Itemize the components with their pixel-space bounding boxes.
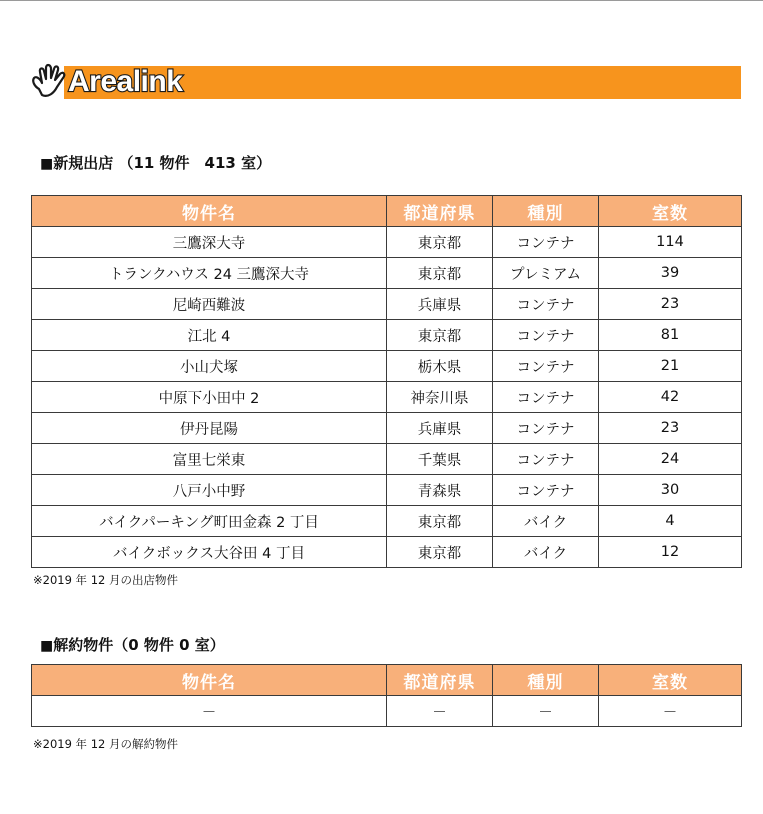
header-property-name: 物件名 bbox=[32, 665, 387, 696]
table-row bbox=[32, 320, 742, 351]
cell-type: コンテナ bbox=[493, 320, 599, 351]
cell-rooms: 114 bbox=[599, 227, 742, 258]
cell-type: コンテナ bbox=[493, 475, 599, 506]
cell-rooms: 81 bbox=[599, 320, 742, 351]
cell-property-name: 小山犬塚 bbox=[32, 351, 387, 382]
header-prefecture: 都道府県 bbox=[387, 665, 493, 696]
cell-rooms: 24 bbox=[599, 444, 742, 475]
cell-prefecture: 東京都 bbox=[387, 506, 493, 537]
table-row bbox=[32, 382, 742, 413]
cell-property-name: バイクボックス大谷田 4 丁目 bbox=[32, 537, 387, 568]
table-row bbox=[32, 537, 742, 568]
cell-property-name: トランクハウス 24 三鷹深大寺 bbox=[32, 258, 387, 289]
new-stores-footnote: ※2019 年 12 月の出店物件 bbox=[33, 573, 179, 587]
table-row bbox=[32, 506, 742, 537]
cell-property-name: － bbox=[32, 696, 387, 727]
cell-property-name: バイクパーキング町田金森 2 丁目 bbox=[32, 506, 387, 537]
header-rooms: 室数 bbox=[599, 665, 742, 696]
brand-name: Arealink bbox=[68, 65, 183, 98]
hand-icon bbox=[30, 62, 68, 102]
cancellations-title: 解約物件（0 物件 0 室） bbox=[53, 636, 225, 654]
table-row bbox=[32, 475, 742, 506]
cell-prefecture: 東京都 bbox=[387, 320, 493, 351]
cell-rooms: 42 bbox=[599, 382, 742, 413]
top-divider bbox=[0, 0, 763, 1]
header-property-name: 物件名 bbox=[32, 196, 387, 227]
table-row bbox=[32, 696, 742, 727]
table-row bbox=[32, 351, 742, 382]
cell-type: コンテナ bbox=[493, 351, 599, 382]
arealink-logo bbox=[30, 62, 182, 102]
cell-property-name: 八戸小中野 bbox=[32, 475, 387, 506]
cell-type: コンテナ bbox=[493, 382, 599, 413]
cell-rooms: － bbox=[599, 696, 742, 727]
table-row bbox=[32, 413, 742, 444]
cancellations-heading bbox=[40, 634, 225, 655]
cell-prefecture: 東京都 bbox=[387, 227, 493, 258]
cell-prefecture: 千葉県 bbox=[387, 444, 493, 475]
new-stores-table bbox=[31, 195, 742, 568]
table-header-row bbox=[32, 196, 742, 227]
table-header-row bbox=[32, 665, 742, 696]
cell-prefecture: 兵庫県 bbox=[387, 289, 493, 320]
new-stores-heading bbox=[40, 152, 271, 173]
cell-property-name: 江北 4 bbox=[32, 320, 387, 351]
cell-rooms: 30 bbox=[599, 475, 742, 506]
cell-rooms: 12 bbox=[599, 537, 742, 568]
cell-rooms: 23 bbox=[599, 289, 742, 320]
cell-property-name: 富里七栄東 bbox=[32, 444, 387, 475]
cell-type: バイク bbox=[493, 537, 599, 568]
cell-prefecture: 青森県 bbox=[387, 475, 493, 506]
cell-type: コンテナ bbox=[493, 444, 599, 475]
cell-property-name: 中原下小田中 2 bbox=[32, 382, 387, 413]
cell-rooms: 23 bbox=[599, 413, 742, 444]
header-prefecture: 都道府県 bbox=[387, 196, 493, 227]
cell-prefecture: 兵庫県 bbox=[387, 413, 493, 444]
cancellations-table bbox=[31, 664, 742, 727]
cell-prefecture: 栃木県 bbox=[387, 351, 493, 382]
cell-property-name: 尼崎西難波 bbox=[32, 289, 387, 320]
cell-type: バイク bbox=[493, 506, 599, 537]
cell-rooms: 39 bbox=[599, 258, 742, 289]
header-type: 種別 bbox=[493, 196, 599, 227]
cell-property-name: 伊丹昆陽 bbox=[32, 413, 387, 444]
header-type: 種別 bbox=[493, 665, 599, 696]
cell-type: － bbox=[493, 696, 599, 727]
table-row bbox=[32, 289, 742, 320]
cell-prefecture: － bbox=[387, 696, 493, 727]
cell-type: プレミアム bbox=[493, 258, 599, 289]
cell-prefecture: 神奈川県 bbox=[387, 382, 493, 413]
cell-type: コンテナ bbox=[493, 289, 599, 320]
square-marker-icon: ■ bbox=[40, 156, 54, 172]
cell-property-name: 三鷹深大寺 bbox=[32, 227, 387, 258]
cancellations-footnote: ※2019 年 12 月の解約物件 bbox=[33, 737, 179, 751]
new-stores-title: 新規出店 （11 物件 413 室） bbox=[53, 154, 272, 172]
header-rooms: 室数 bbox=[599, 196, 742, 227]
cell-prefecture: 東京都 bbox=[387, 258, 493, 289]
cell-rooms: 21 bbox=[599, 351, 742, 382]
table-row bbox=[32, 227, 742, 258]
cell-rooms: 4 bbox=[599, 506, 742, 537]
table-row bbox=[32, 444, 742, 475]
cell-prefecture: 東京都 bbox=[387, 537, 493, 568]
table-row bbox=[32, 258, 742, 289]
cell-type: コンテナ bbox=[493, 227, 599, 258]
square-marker-icon: ■ bbox=[40, 638, 54, 654]
cell-type: コンテナ bbox=[493, 413, 599, 444]
